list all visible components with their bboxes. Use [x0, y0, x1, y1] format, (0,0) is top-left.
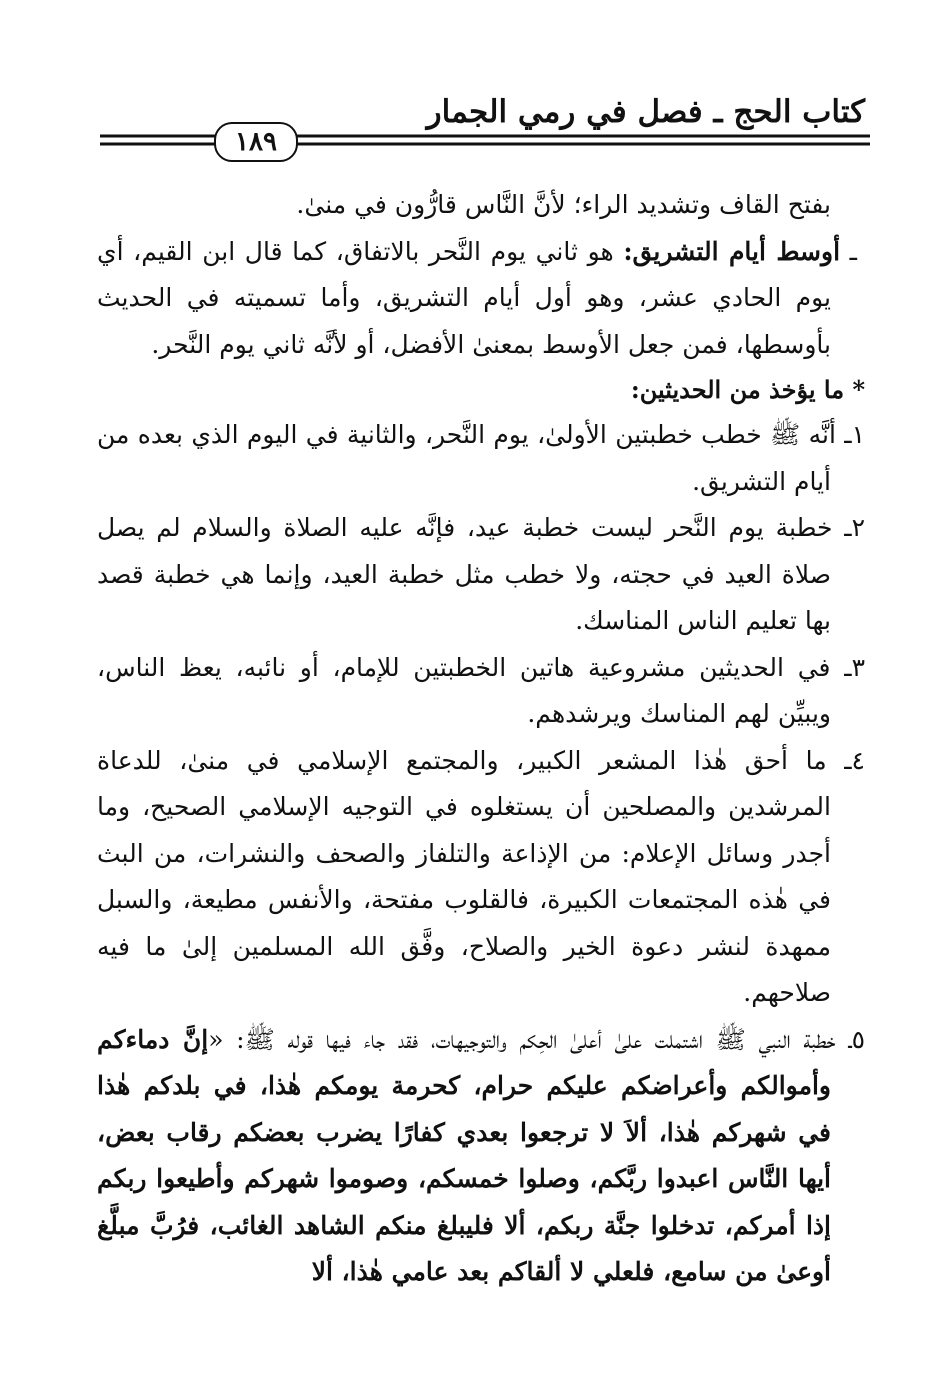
list-number: ٣ـ — [830, 652, 865, 682]
list-text: خطبة يوم النَّحر ليست خطبة عيد، فإنَّه عليه الصلاة والسلام لم يصل صلاة العيد في حجته، ولا خطب مثل خطبة العيد، وإنما هي خطبة قصد بها تعليم الناس المناسك. — [97, 513, 833, 635]
hadith-quote: إنَّ دماءكم وأموالكم وأعراضكم عليكم حرام، كحرمة يومكم هٰذا، في بلدكم هٰذا في شهركم هٰذا، ألاَ لا ترجعوا بعدي كفارًا يضرب بعضكم رقاب بعض، أيها النَّاس اعبدوا ربَّكم، وصلوا خمسكم، وصوموا شهركم وأطيعوا ربكم إذا أمركم، تدخلوا جنَّة ربكم، ألا فليبلغ منكم الشاهد الغائب، فرُبَّ مبلَّغ أوعىٰ من سامع، فلعلي لا ألقاكم بعد عامي هٰذا، ألا — [97, 1024, 831, 1286]
definition-body: هو ثاني يوم النَّحر بالاتفاق، كما قال ابن القيم، أي يوم الحادي عشر، وهو أول أيام التشريق، وأما تسميته في الحديث بأوسطها، فمن جعل الأوسط بمعنىٰ الأفضل، أو لأنَّه ثاني يوم النَّحر. — [97, 236, 831, 359]
section-heading: * ما يؤخذ من الحديثين: — [630, 375, 865, 404]
list-number: ٤ـ — [826, 745, 865, 775]
definition-term: أوسط أيام التشريق: — [623, 236, 841, 266]
list-item-1 — [97, 412, 865, 505]
list-text: ما أحق هٰذا المشعر الكبير، والمجتمع الإسلامي في منىٰ، للدعاة المرشدين والمصلحين أن يستغلوه في التوجيه الإسلامي الصحيح، وما أجدر وسائل الإعلام: من الإذاعة والتلفاز والصحف والنشرات، من البث في هٰذه المجتمعات الكبيرة، فالقلوب مفتحة، والأنفس مطيعة، والسبل ممهدة لنشر دعوة الخير والصلاح، وفَّق الله المسلمين إلىٰ ما فيه صلاحهم. — [97, 745, 831, 1007]
list-item-5 — [97, 1017, 865, 1296]
list-number: ٢ـ — [832, 513, 865, 542]
continuation-paragraph — [97, 182, 865, 229]
running-title: كتاب الحج ـ فصل في رمي الجمار — [426, 94, 865, 130]
list-number: ١ـ — [835, 420, 865, 449]
dash-marker: ـ — [840, 236, 857, 266]
list-text: أنَّه ﷺ خطب خطبتين الأولىٰ، يوم النَّحر، والثانية في اليوم الذي بعده من أيام التشريق. — [97, 420, 836, 496]
list-number: ٥ـ — [835, 1024, 866, 1054]
list-item-3 — [97, 645, 865, 738]
page-number: ١٨٩ — [214, 122, 298, 162]
definition-paragraph — [97, 229, 865, 369]
body-text — [97, 182, 865, 1296]
list-item-2 — [97, 505, 865, 645]
list-text: خطبة النبي ﷺ اشتملت علىٰ أعلىٰ الحِكم والتوجيهات، فقد جاء فيها قوله ﷺ: « — [208, 1024, 836, 1054]
list-text: في الحديثين مشروعية هاتين الخطبتين للإمام، أو نائبه، يعظ الناس، ويبيِّن لهم المناسك ويرشدهم. — [97, 652, 831, 728]
list-item-4 — [97, 738, 865, 1017]
continuation-text: بفتح القاف وتشديد الراء؛ لأنَّ النَّاس قارُّون في منىٰ. — [296, 190, 831, 219]
